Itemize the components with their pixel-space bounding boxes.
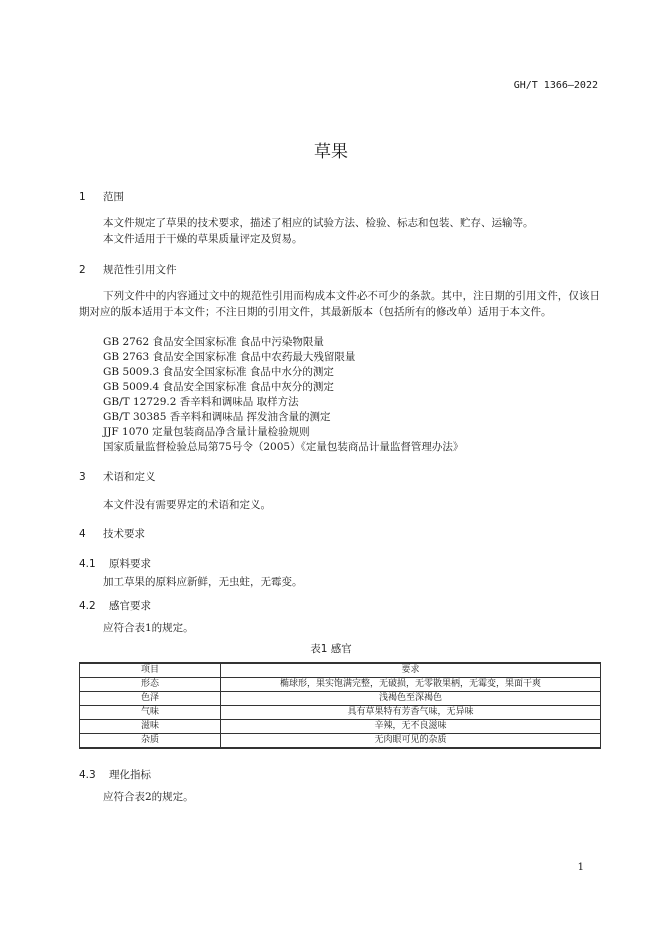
table-cell: 无肉眼可见的杂质 [221, 734, 601, 749]
reference-item: JJF 1070 定量包装商品净含量计量检验规则 [103, 426, 310, 438]
table-cell: 色泽 [80, 692, 221, 706]
section-title: 范围 [103, 191, 124, 203]
document-title: 草果 [314, 142, 348, 162]
section-title: 规范性引用文件 [103, 264, 177, 276]
paragraph: 应符合表2的规定。 [103, 791, 194, 803]
table-caption: 表1 感官 [310, 643, 352, 655]
subsection-heading [79, 767, 151, 782]
section-title: 理化指标 [109, 769, 151, 781]
reference-item: GB 5009.3 食品安全国家标准 食品中水分的测定 [103, 366, 334, 378]
table-cell: 气味 [80, 706, 221, 720]
table-row [80, 678, 601, 692]
section-number: 4.2 [79, 600, 96, 612]
table-row [80, 706, 601, 720]
section-heading [79, 262, 177, 277]
paragraph: 应符合表1的规定。 [103, 622, 194, 634]
table-row [80, 692, 601, 706]
reference-item: GB 2762 食品安全国家标准 食品中污染物限量 [103, 336, 324, 348]
table-row [80, 720, 601, 734]
paragraph: 本文件规定了草果的技术要求，描述了相应的试验方法、检验、标志和包装、贮存、运输等。 [103, 217, 534, 229]
section-title: 术语和定义 [103, 471, 156, 483]
section-number: 4.3 [79, 769, 96, 781]
table-cell: 浅褐色至深褐色 [221, 692, 601, 706]
table-cell: 滋味 [80, 720, 221, 734]
reference-item: GB/T 12729.2 香辛料和调味品 取样方法 [103, 396, 299, 408]
reference-item: GB/T 30385 香辛料和调味品 挥发油含量的测定 [103, 411, 331, 423]
paragraph: 本文件没有需要界定的术语和定义。 [103, 499, 271, 511]
table-cell: 形态 [80, 678, 221, 692]
subsection-heading [79, 556, 151, 571]
table-cell: 杂质 [80, 734, 221, 749]
paragraph: 下列文件中的内容通过文中的规范性引用而构成本文件必不可少的条款。其中，注日期的引用文件，仅该日期对应的版本适用于本文件；不注日期的引用文件，其最新版本（包括所有的修改单）适用于本文件。 [79, 290, 600, 318]
page-number: 1 [577, 862, 584, 873]
section-title: 感官要求 [109, 600, 151, 612]
section-title: 原料要求 [109, 558, 151, 570]
table-header-cell: 要求 [221, 663, 601, 678]
section-number: 4 [79, 528, 86, 540]
sensory-table [79, 662, 601, 749]
paragraph: 加工草果的原料应新鲜，无虫蛀，无霉变。 [103, 576, 303, 588]
table-cell: 辛辣，无不良滋味 [221, 720, 601, 734]
section-number: 4.1 [79, 558, 96, 570]
table-cell: 具有草果特有芳香气味，无异味 [221, 706, 601, 720]
reference-item: GB 5009.4 食品安全国家标准 食品中灰分的测定 [103, 381, 334, 393]
section-heading [79, 469, 156, 484]
reference-item: 国家质量监督检验总局第75号令（2005）《定量包装商品计量监督管理办法》 [103, 441, 464, 453]
section-number: 1 [79, 191, 86, 203]
section-number: 3 [79, 471, 86, 483]
section-heading [79, 526, 145, 541]
table-cell: 椭球形，果实饱满完整，无破损，无零散果柄，无霉变，果面干爽 [221, 678, 601, 692]
section-number: 2 [79, 264, 86, 276]
reference-item: GB 2763 食品安全国家标准 食品中农药最大残留限量 [103, 351, 356, 363]
subsection-heading [79, 598, 151, 613]
document-code: GH/T 1366—2022 [513, 80, 598, 91]
table-header-cell: 项目 [80, 663, 221, 678]
table-row [80, 734, 601, 749]
section-title: 技术要求 [103, 528, 145, 540]
section-heading [79, 189, 124, 204]
paragraph: 本文件适用于干燥的草果质量评定及贸易。 [103, 233, 303, 245]
table-header-row [80, 663, 601, 678]
